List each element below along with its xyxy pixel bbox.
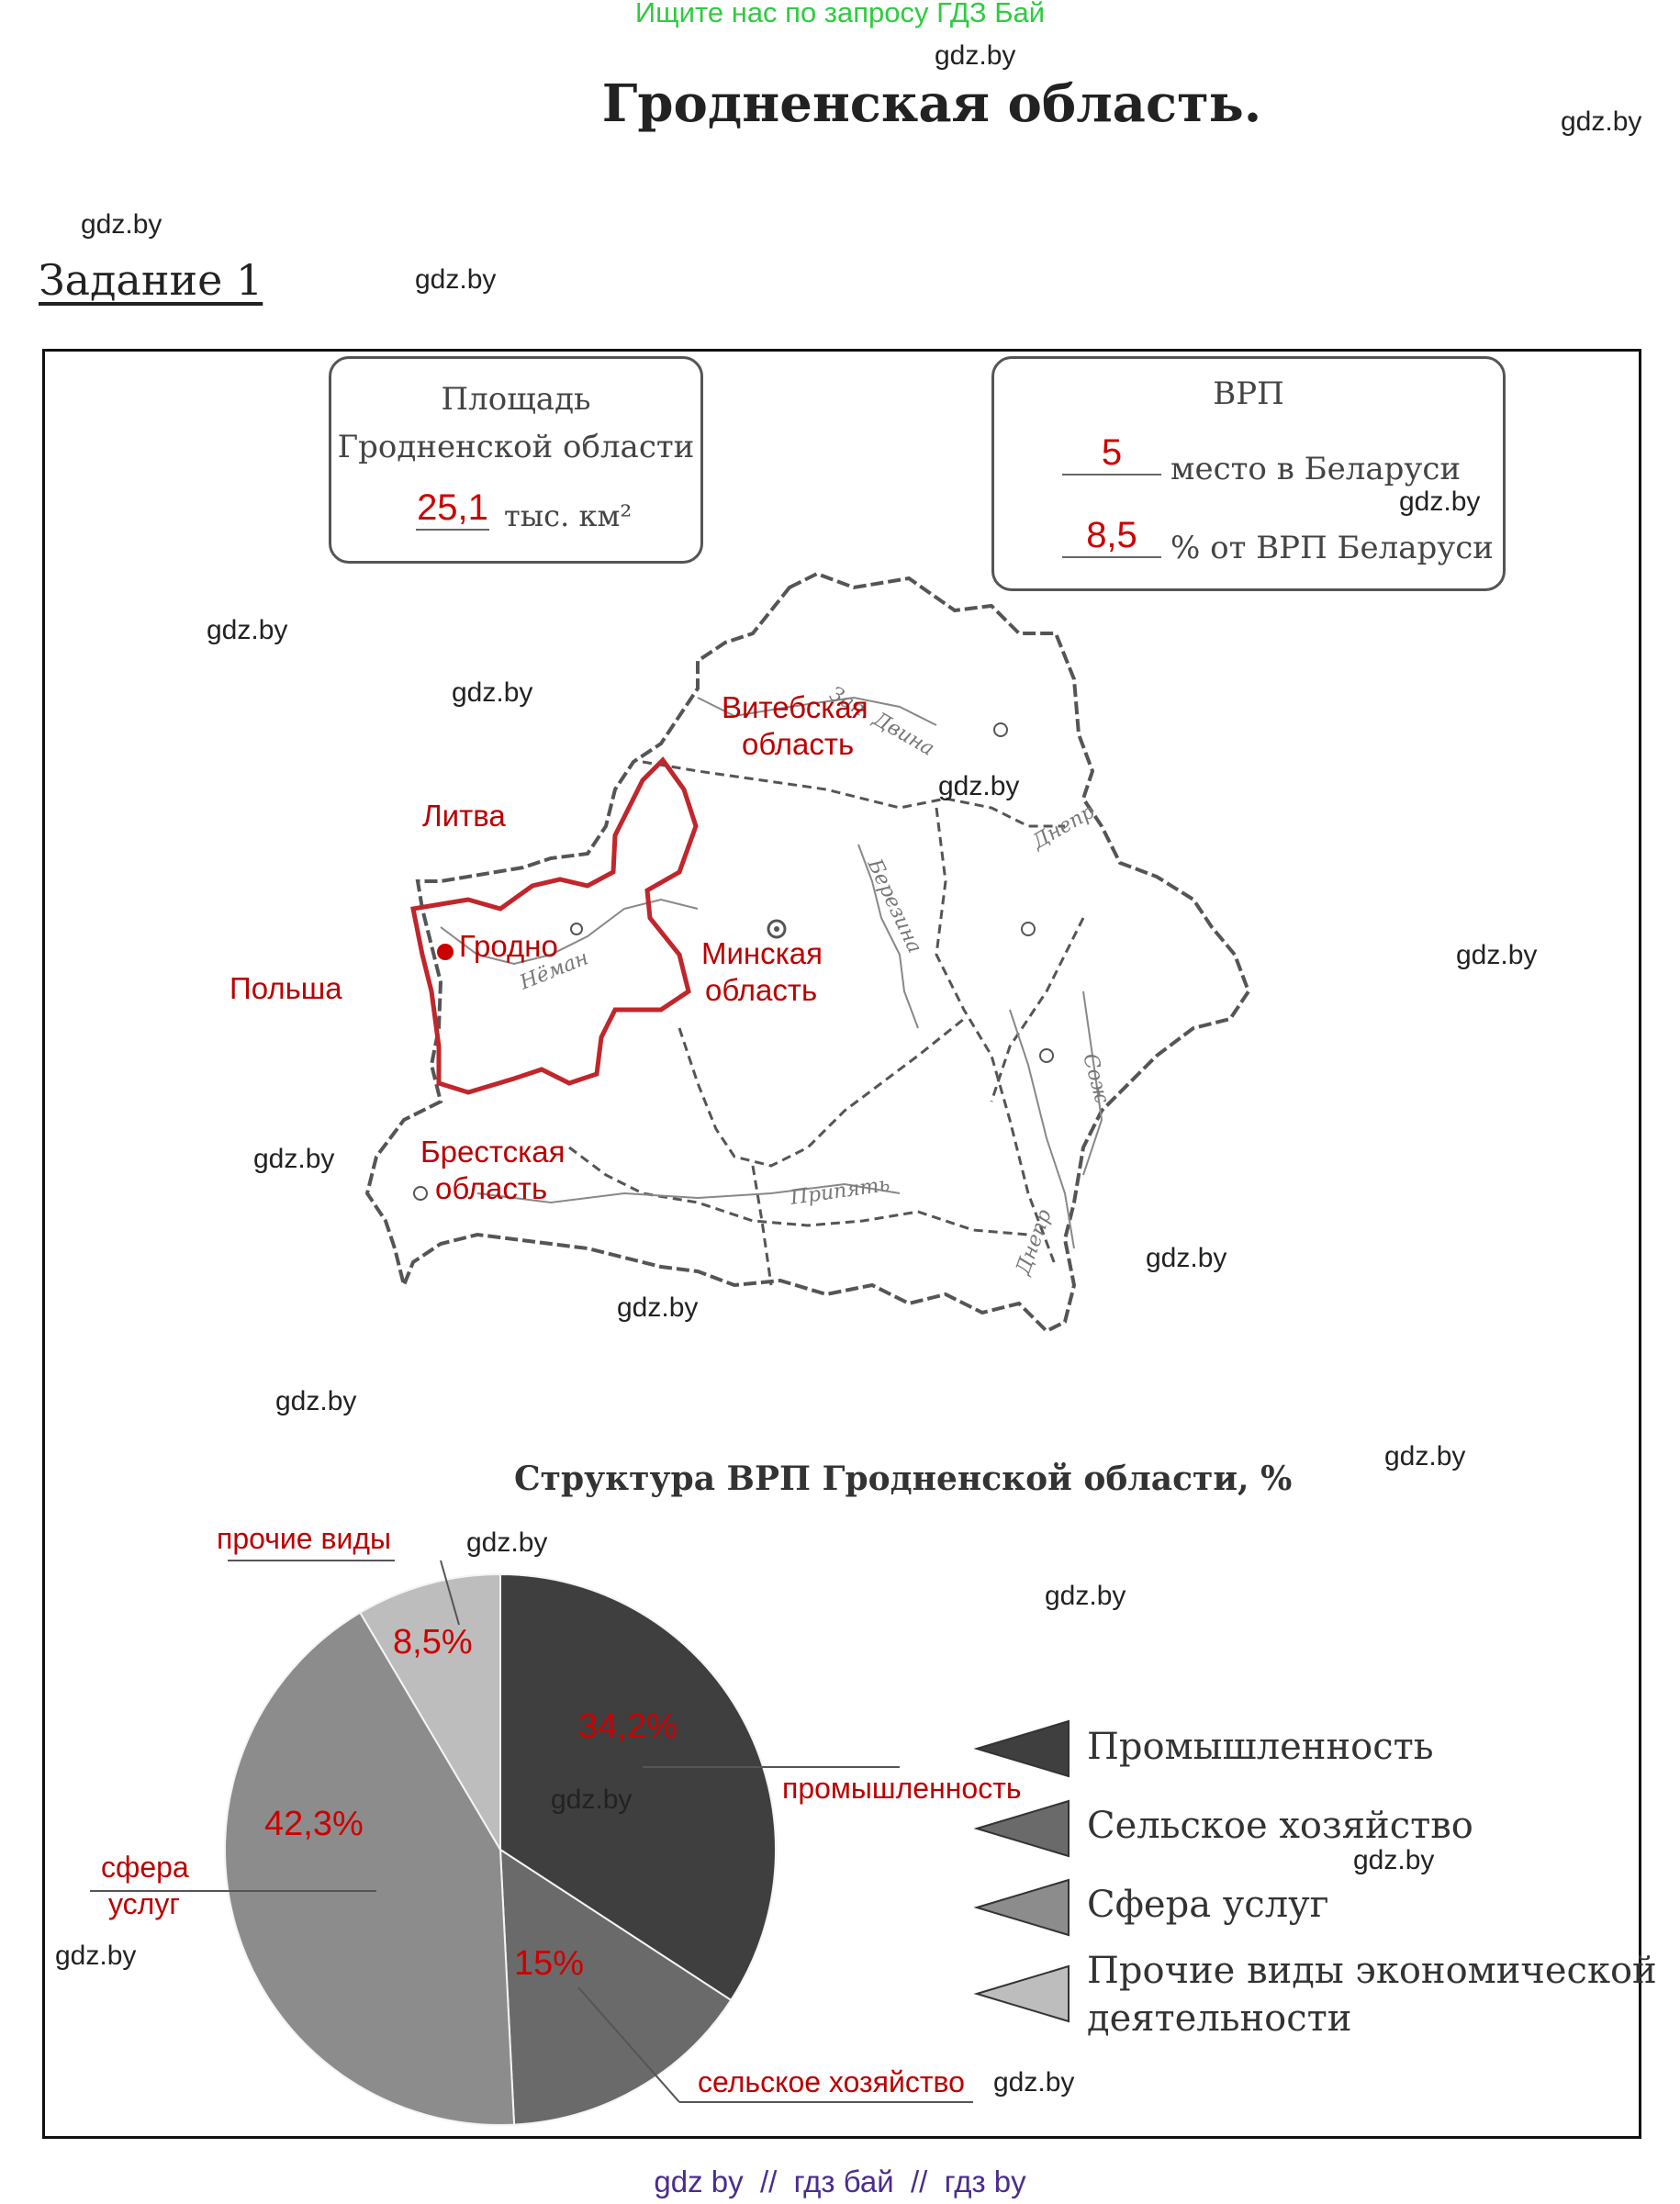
watermark: gdz.by xyxy=(1353,1845,1435,1875)
map-label-grodno: Гродно xyxy=(459,929,558,963)
callout-services-1: сфера xyxy=(101,1851,189,1884)
map-label-lithuania: Литва xyxy=(422,799,506,833)
watermark: gdz.by xyxy=(1384,1441,1466,1471)
river-label-pripyat: Припять xyxy=(789,1173,891,1210)
callout-services-2: услуг xyxy=(108,1887,180,1920)
slice-label-industry: 34,2% xyxy=(578,1707,678,1746)
footer-links: gdz by // гдз бай // гдз by xyxy=(654,2165,1026,2198)
legend-agriculture: Сельское хозяйство xyxy=(1087,1805,1473,1847)
watermark: gdz.by xyxy=(415,264,497,295)
map-label-vitebsk-1: Витебская xyxy=(722,690,868,724)
slice-label-agriculture: 15% xyxy=(514,1944,585,1983)
header-note: Ищите нас по запросу ГДЗ Бай xyxy=(634,0,1046,28)
page-title: Гродненская область. xyxy=(601,73,1262,134)
legend-other-1: Прочие виды экономической xyxy=(1087,1950,1657,1992)
map-label-brest-2: область xyxy=(435,1171,548,1205)
callout-agriculture: сельское хозяйство xyxy=(698,2065,965,2098)
area-label-1: Площадь xyxy=(441,381,591,418)
river-label-dnepr-top: Днепр xyxy=(1028,800,1099,855)
callout-industry: промышленность xyxy=(782,1772,1022,1805)
grp-share-text: % от ВРП Беларуси xyxy=(1170,530,1494,566)
river-label-sozh: Сож xyxy=(1078,1051,1114,1106)
area-value: 25,1 xyxy=(416,487,489,531)
watermark: gdz.by xyxy=(1456,940,1538,970)
chart-title: Структура ВРП Гродненской области, % xyxy=(514,1460,1293,1498)
watermark: gdz.by xyxy=(81,209,162,240)
map-label-brest-1: Брестская xyxy=(420,1135,566,1169)
watermark: gdz.by xyxy=(253,1144,335,1174)
watermark: gdz.by xyxy=(1045,1581,1126,1611)
area-label-2: Гродненской области xyxy=(337,429,695,465)
task-label: Задание 1 xyxy=(39,255,263,305)
slice-label-services: 42,3% xyxy=(264,1805,364,1843)
map-label-vitebsk-2: область xyxy=(742,727,855,761)
legend-mark-other xyxy=(977,1966,1069,2021)
legend-other-2: деятельности xyxy=(1087,1997,1352,2040)
watermark: gdz.by xyxy=(1146,1243,1227,1273)
watermark: gdz.by xyxy=(938,771,1020,801)
river-label-dnepr-bottom: Днепр xyxy=(1012,1206,1057,1279)
grp-rank-text: место в Беларуси xyxy=(1170,451,1462,487)
map-label-minsk-2: область xyxy=(705,973,818,1007)
legend-mark-services xyxy=(977,1880,1069,1935)
grp-share-value: 8,5 xyxy=(1062,515,1161,558)
watermark: gdz.by xyxy=(207,615,288,645)
watermark: gdz.by xyxy=(1561,106,1642,137)
grp-title: ВРП xyxy=(1213,375,1284,412)
legend-industry: Промышленность xyxy=(1087,1726,1434,1768)
watermark: gdz.by xyxy=(452,677,533,708)
map-label-poland: Польша xyxy=(230,971,342,1005)
river-label-zap-dvina: Зап. Двина xyxy=(825,682,938,761)
legend-mark-agriculture xyxy=(977,1801,1069,1856)
legend-services: Сфера услуг xyxy=(1087,1884,1329,1926)
callout-other: прочие виды xyxy=(217,1522,391,1555)
slice-label-other: 8,5% xyxy=(393,1623,473,1661)
watermark: gdz.by xyxy=(275,1386,357,1416)
river-label-neman: Нёман xyxy=(516,946,592,995)
watermark: gdz.by xyxy=(935,40,1016,71)
watermark: gdz.by xyxy=(617,1292,699,1323)
watermark: gdz.by xyxy=(551,1784,633,1815)
map-label-minsk-1: Минская xyxy=(701,936,823,970)
watermark: gdz.by xyxy=(466,1527,548,1558)
grp-rank-value: 5 xyxy=(1062,432,1161,475)
legend-mark-industry xyxy=(977,1721,1069,1776)
watermark: gdz.by xyxy=(55,1941,137,1971)
watermark: gdz.by xyxy=(1399,487,1481,517)
river-label-berezina: Березина xyxy=(862,855,926,957)
area-unit: тыс. км² xyxy=(504,498,633,533)
watermark: gdz.by xyxy=(993,2067,1075,2098)
